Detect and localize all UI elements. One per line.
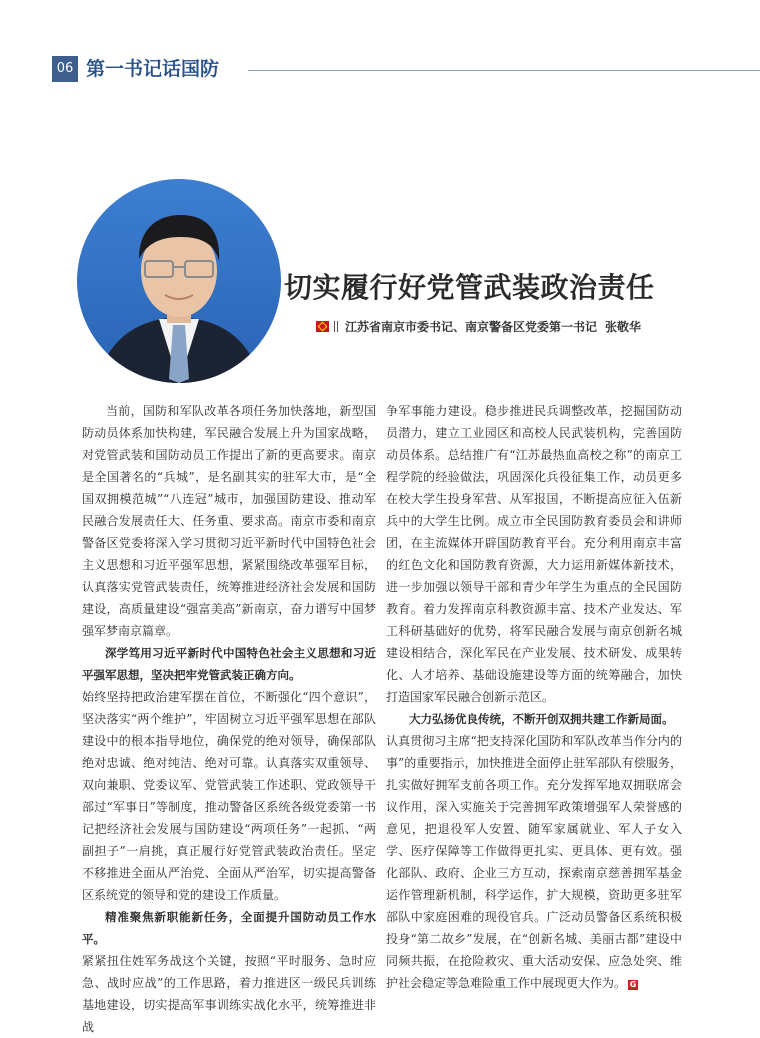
section-title: 第一书记话国防 [86,58,220,80]
portrait-illustration [77,179,281,383]
paragraph: 争军事能力建设。稳步推进民兵调整改革，挖掘国防动员潜力，建立工业园区和高校人民武装机构，完善国防动员体系。总结推广有“江苏最热血高校之称”的南京工程学院的经验做法，巩固深化兵役征集工作，动员更多在校大学生投身军营、从军报国，不断提高应征入伍新兵中的大学生比例。成立市全民国防教育委员会和讲师团，在主流媒体开辟国防教育平台。充分利用南京丰富的红色文化和国防教育资源，大力运用新媒体新技术，进一步加强以领导干部和青少年学生为重点的全民国防教育。着力发挥南京科教资源丰富、技术产业发达、军工科研基础好的优势，将军民融合发展与南京创新名城建设相结合，深化军民在产业发展、技术研发、成果转化、人才培养、基础设施建设等方面的统筹融合，加快打造国家军民融合创新示范区。 [386,404,682,704]
paragraph-text: 认真贯彻习主席“把支持深化国防和军队改革当作分内的事”的重要指示，加快推进全面停止驻军部队有偿服务，扎实做好拥军支前各项工作。充分发挥军地双拥联席会议作用，深入实施关于完善拥军政策增强军人荣誉感的意见，把退役军人安置、随军家属就业、军人子女入学、医疗保障等工作做得更扎实、更具体、更有效。强化部队、政府、企业三方互动，探索南京慈善拥军基金运作管理新机制，科学运作，扩大规模，资助更多驻军部队中家庭困难的现役官兵。广泛动员警备区系统积极投身“第二故乡”发展，在“创新名城、美丽古都”建设中同频共振，在抢险救灾、重大活动安保、应急处突、维护社会稳定等急难险重工作中展现更大作为。 [386,734,682,990]
author-affiliation: 江苏省南京市委书记、南京警备区党委第一书记 [345,320,598,334]
page-header [52,56,760,82]
divider-icon [334,321,338,332]
page-number: 06 [52,56,78,82]
byline [316,319,641,335]
article-column-left [82,400,376,1038]
paragraph: 当前，国防和军队改革各项任务加快落地，新型国防动员体系加快构建，军民融合发展上升为国家战略，对党管武装和国防动员工作提出了新的更高要求。南京是全国著名的“兵城”，是名副其实的驻军大市，是“全国双拥模范城”“八连冠”城市，加强国防建设、推动军民融合发展责任大、任务重、要求高。南京市委和南京警备区党委将深入学习贯彻习近平新时代中国特色社会主义思想和习近平强军思想，紧紧围绕改革强军目标，认真落实党管武装责任，统筹推进经济社会发展和国防建设，高质量建设“强富美高”新南京，奋力谱写中国梦强军梦南京篇章。 [82,404,376,638]
paragraph-heading: 深学笃用习近平新时代中国特色社会主义思想和习近平强军思想，坚决把牢党管武装正确方向。 [82,646,376,682]
paragraph-last [386,730,682,994]
header-rule [248,70,760,71]
flag-icon [316,321,329,332]
article-title: 切实履行好党管武装政治责任 [284,271,655,304]
end-mark-icon: G [629,980,637,989]
paragraph: 紧紧扭住姓军务战这个关键，按照“平时服务、急时应急、战时应战”的工作思路，着力推进区一级民兵训练基地建设，切实提高军事训练实战化水平，统筹推进非战 [82,954,376,1034]
paragraph-heading: 大力弘扬优良传统，不断开创双拥共建工作新局面。 [409,712,674,726]
paragraph-heading: 精准聚焦新职能新任务，全面提升国防动员工作水平。 [82,910,376,946]
author-portrait [77,179,281,383]
author-name: 张敬华 [605,320,642,334]
paragraph: 始终坚持把政治建军摆在首位，不断强化“四个意识”，坚决落实“两个维护”，牢固树立习近平强军思想在部队建设中的根本指导地位，确保党的绝对领导，确保部队绝对忠诚、绝对纯洁、绝对可靠。认真落实双重领导、双向兼职、党委议军、党管武装工作述职、党政领导干部过“军事日”等制度，推动警备区系统各级党委第一书记把经济社会发展与国防建设“两项任务”一起抓、“两副担子”一肩挑，真正履行好党管武装政治责任。坚定不移推进全面从严治党、全面从严治军，切实提高警备区系统党的领导和党的建设工作质量。 [82,690,376,902]
article-column-right [386,400,682,994]
